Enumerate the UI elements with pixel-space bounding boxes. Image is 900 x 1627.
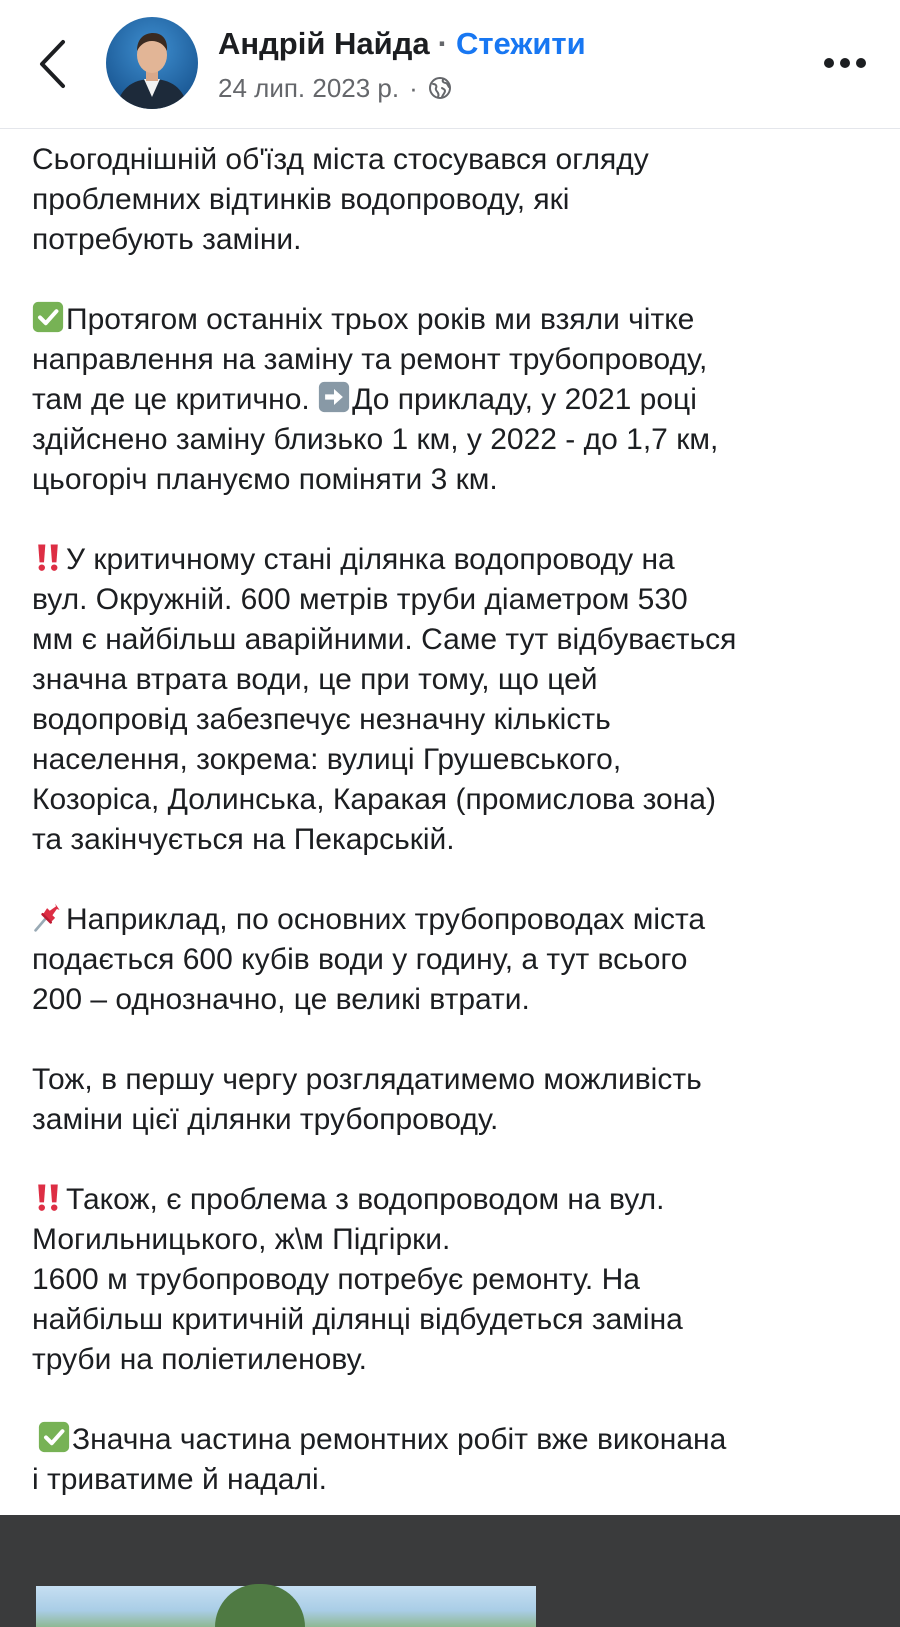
author-name[interactable]: Андрій Найда <box>218 26 430 61</box>
meta-separator: · <box>409 72 418 103</box>
double-exclamation-icon <box>32 541 64 573</box>
text-line: Козоріса, Долинська, Каракая (промислова зона) <box>32 783 716 816</box>
text-line: та закінчується на Пекарській. <box>32 823 455 856</box>
globe-icon <box>428 76 452 100</box>
post-meta <box>218 70 452 106</box>
pushpin-icon <box>32 901 64 933</box>
author-row <box>218 22 586 66</box>
text-line: заміни цієї ділянки трубопроводу. <box>32 1103 499 1136</box>
paragraph-example <box>32 900 882 1020</box>
paragraph-progress <box>32 1420 882 1500</box>
text-line: цьогоріч плануємо поміняти 3 км. <box>32 463 498 496</box>
more-options-button[interactable] <box>820 46 870 80</box>
check-mark-button-icon <box>38 1421 70 1453</box>
text-line: мм є найбільш аварійними. Саме тут відбувається <box>32 623 737 656</box>
post-header <box>0 0 900 128</box>
paragraph-mohylnytskoho <box>32 1180 882 1380</box>
right-arrow-icon <box>318 381 350 413</box>
text-line: найбільш критичній ділянці відбудеться заміна <box>32 1303 683 1336</box>
text-line: Сьогоднішній об'їзд міста стосувався огляду <box>32 143 649 176</box>
text-line: проблемних відтинків водопроводу, які <box>32 183 570 216</box>
text-line <box>32 1420 882 1460</box>
paragraph-repairs <box>32 300 882 500</box>
text-fragment: там де це критично. <box>32 383 319 416</box>
back-button[interactable] <box>28 32 76 96</box>
name-separator: · <box>437 26 448 61</box>
header-divider <box>0 128 900 129</box>
text-line <box>32 1180 882 1220</box>
text-line: Тож, в першу чергу розглядатимемо можливість <box>32 1063 702 1096</box>
text-line: потребують заміни. <box>32 223 302 256</box>
more-horizontal-icon <box>823 57 867 69</box>
post-text <box>32 140 882 1540</box>
text-line: Могильницького, ж\м Підгірки. <box>32 1223 451 1256</box>
text-line <box>32 300 882 340</box>
text-fragment: У критичному стані ділянка водопроводу на <box>66 543 675 576</box>
text-line: водопровід забезпечує незначну кількість <box>32 703 611 736</box>
text-line: направлення на заміну та ремонт трубопроводу, <box>32 343 708 376</box>
paragraph-critical <box>32 540 882 860</box>
text-line <box>32 380 882 420</box>
text-line: 200 – однозначно, це великі втрати. <box>32 983 530 1016</box>
text-line <box>32 540 882 580</box>
author-avatar[interactable] <box>106 17 198 109</box>
post-date[interactable]: 24 лип. 2023 р. <box>218 72 400 103</box>
text-line: подається 600 кубів води у годину, а тут всього <box>32 943 688 976</box>
text-line: і триватиме й надалі. <box>32 1463 327 1496</box>
text-fragment: Наприклад, по основних трубопроводах міста <box>66 903 706 936</box>
text-fragment: Значна частина ремонтних робіт вже виконана <box>72 1423 727 1456</box>
text-line: 1600 м трубопроводу потребує ремонту. На <box>32 1263 640 1296</box>
text-line: труби на поліетиленову. <box>32 1343 367 1376</box>
check-mark-button-icon <box>32 301 64 333</box>
text-fragment: До прикладу, у 2021 році <box>352 383 697 416</box>
text-line: населення, зокрема: вулиці Грушевського, <box>32 743 622 776</box>
text-line: здійснено заміну близько 1 км, у 2022 - до 1,7 км, <box>32 423 719 456</box>
text-line: значна втрата води, це при тому, що цей <box>32 663 598 696</box>
paragraph-intro <box>32 140 882 260</box>
text-fragment: Протягом останніх трьох років ми взяли чітке <box>66 303 695 336</box>
text-line <box>32 900 882 940</box>
text-line: вул. Окружній. 600 метрів труби діаметром 530 <box>32 583 688 616</box>
double-exclamation-icon <box>32 1181 64 1213</box>
text-fragment: Також, є проблема з водопроводом на вул. <box>66 1183 665 1216</box>
chevron-left-icon <box>37 38 67 90</box>
follow-button[interactable]: Стежити <box>455 26 586 61</box>
avatar-photo <box>106 17 198 109</box>
paragraph-priority <box>32 1060 882 1140</box>
